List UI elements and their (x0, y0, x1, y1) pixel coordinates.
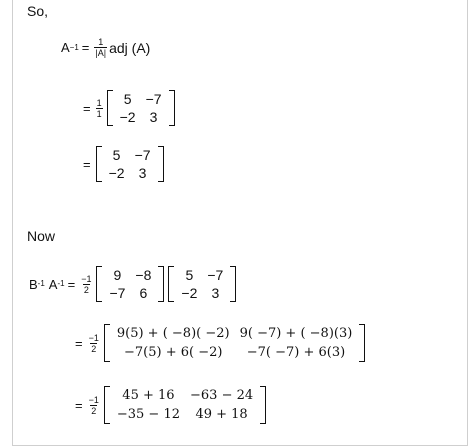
equation-expanded (72, 324, 367, 362)
intro-text: So, (27, 3, 49, 19)
fraction-one-over-one (96, 98, 103, 119)
matrix-a-adj (167, 266, 237, 302)
equation-step-3 (80, 146, 166, 182)
matrix-cell: −7(5) + 6( −2) (124, 345, 223, 360)
fraction-numerator: −1 (81, 273, 92, 284)
matrix-adj-a (106, 90, 176, 126)
matrix-cell: 6 (139, 285, 148, 301)
matrix-cell: 5 (185, 267, 194, 283)
matrix-cell: 9( −7) + ( −8)(3) (239, 326, 353, 341)
equation-product: B -1 A -1 = $\frac{-1}{2}$ 9 −8 −7 6 5 −7 −2 3 (29, 266, 238, 302)
equals-sign: = (75, 397, 83, 413)
matrix-cell: −7( −7) + 6(3) (246, 345, 346, 360)
lhs-a: A (61, 40, 70, 55)
lhs-a: A (48, 276, 58, 292)
now-text: Now (27, 228, 56, 244)
fraction-neg-half (88, 395, 100, 416)
equals-sign: = (83, 100, 91, 116)
equals-sign: = (75, 335, 83, 351)
fraction-denominator: |A| (95, 48, 107, 58)
fraction-numerator: 1 (96, 97, 102, 108)
equation-inverse-definition: A −1 = $\frac{1}{|A|}$ adj (A) (61, 37, 151, 58)
matrix-cell: −7 (145, 91, 162, 107)
matrix-cell: 45 + 16 (122, 388, 175, 403)
equals-sign: = (81, 40, 90, 55)
matrix-cell: −2 (108, 165, 125, 181)
matrix-cell: −63 − 24 (190, 388, 254, 403)
fraction-numerator: 1 (98, 37, 104, 47)
matrix-cell: 9 (113, 267, 122, 283)
fraction-neg-half (88, 333, 100, 354)
matrix-simplified-product (103, 386, 267, 424)
matrix-cell: −35 − 12 (116, 407, 180, 422)
matrix-cell: 3 (211, 285, 220, 301)
matrix-expanded-product (103, 324, 366, 362)
equation-simplified (72, 386, 268, 424)
matrix-a-inverse (95, 146, 165, 182)
equals-sign: = (67, 276, 76, 292)
matrix-cell: −7 (109, 285, 126, 301)
matrix-cell: −8 (135, 267, 152, 283)
fraction-denominator: 2 (83, 284, 89, 295)
matrix-cell: 5 (112, 147, 121, 163)
fraction-denominator: 2 (91, 343, 97, 354)
equals-sign: = (83, 156, 91, 172)
adjoint-text: adj (A) (109, 39, 151, 56)
matrix-cell: 5 (123, 91, 132, 107)
matrix-cell: −7 (207, 267, 224, 283)
matrix-cell: 9(5) + ( −8)( −2) (116, 326, 230, 341)
matrix-cell: 3 (149, 109, 158, 125)
matrix-cell: −2 (181, 285, 198, 301)
matrix-cell: 49 + 18 (195, 407, 248, 422)
document-frame (12, 0, 468, 446)
matrix-cell: −7 (134, 147, 151, 163)
fraction-denominator: 1 (96, 108, 102, 119)
fraction-numerator: −1 (88, 332, 99, 343)
fraction-denominator: 2 (91, 405, 97, 416)
matrix-cell: 3 (138, 165, 147, 181)
matrix-b-adj (95, 266, 165, 302)
matrix-cell: −2 (119, 109, 136, 125)
fraction-neg-half (80, 274, 92, 295)
equation-step-2 (80, 90, 177, 126)
fraction-one-over-det (94, 37, 107, 58)
lhs-b: B (29, 276, 38, 292)
fraction-numerator: −1 (88, 394, 99, 405)
